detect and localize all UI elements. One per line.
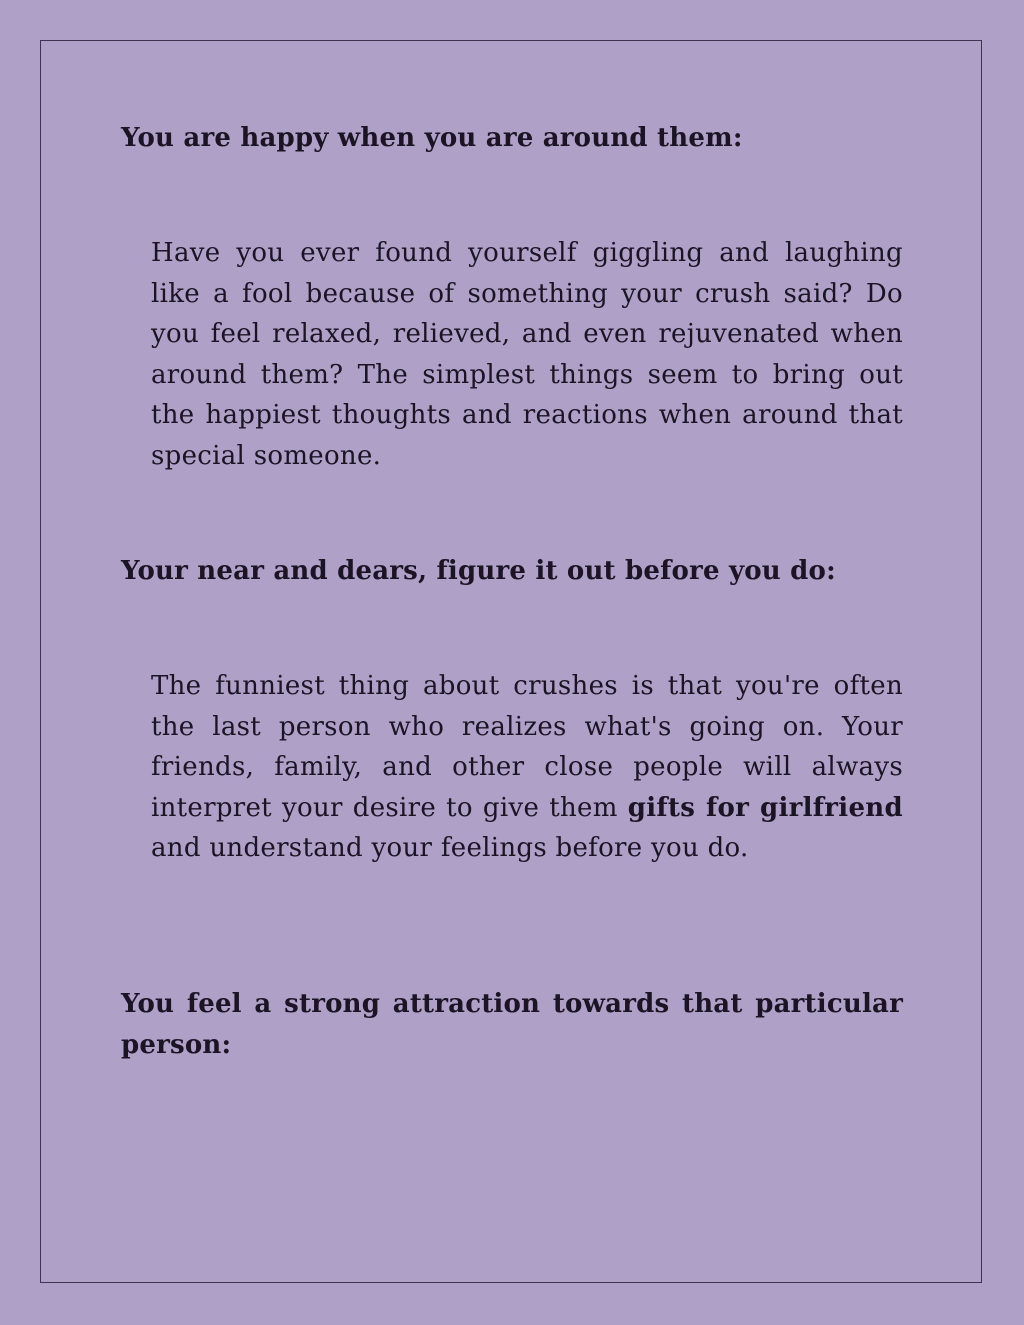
paragraph-text-before: The funniest thing about crushes is that you're often the last person who realizes what's going on. Your friends, family, and other close people will always interpret your desire to give them xyxy=(151,671,903,823)
section-paragraph-happy: Have you ever found yourself giggling and laughing like a fool because of something your crush said? Do you feel relaxed, relieved, and even rejuvenated when around them? The simplest things seem to bring out the happiest thoughts and reactions when around that special someone. xyxy=(151,238,903,471)
paragraph-text-after: and understand your feelings before you do. xyxy=(151,833,749,863)
section-heading-happy: You are happy when you are around them: xyxy=(121,123,743,153)
section-paragraph-near-and-dears xyxy=(151,666,903,869)
section-heading-near-and-dears: Your near and dears, figure it out before you do: xyxy=(121,556,836,586)
page-frame xyxy=(40,40,982,1283)
section-heading-attraction: You feel a strong attraction towards that particular person: xyxy=(121,989,903,1060)
gifts-for-girlfriend-keyword: gifts for girlfriend xyxy=(627,792,903,823)
